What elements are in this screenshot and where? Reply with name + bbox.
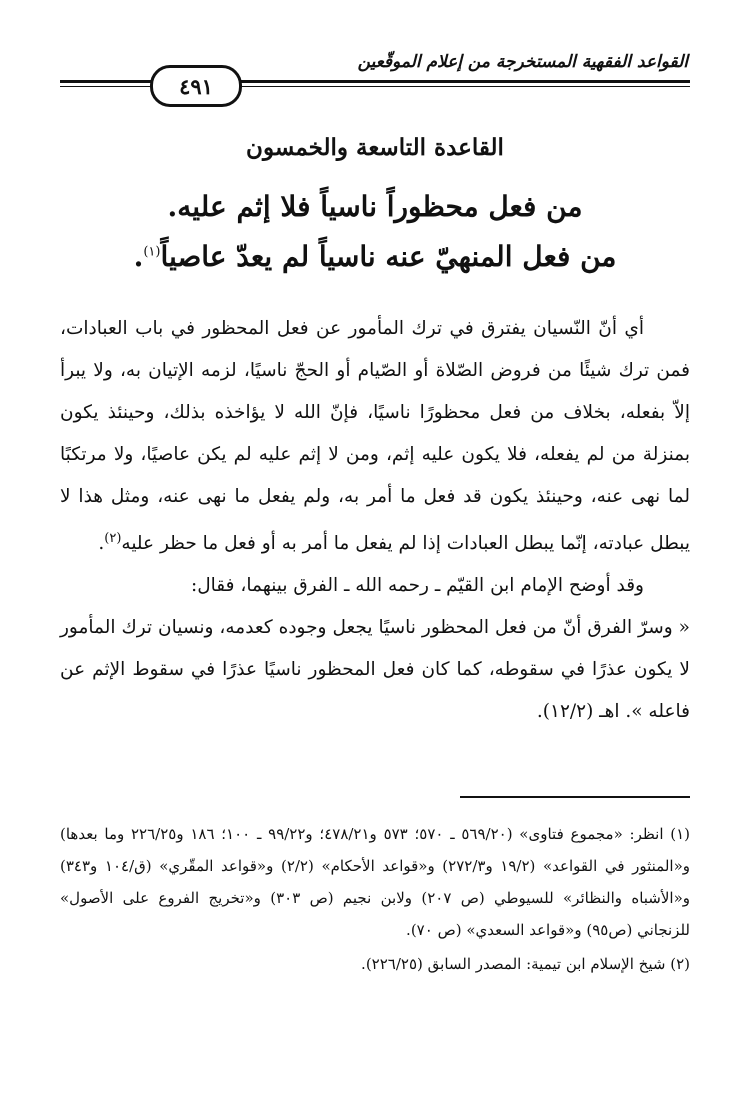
footnote-separator xyxy=(460,796,690,798)
footnote-1: (١) انظر: «مجموع فتاوى» (٥٦٩/٢٠ ـ ٥٧٠؛ ٥٧٣ و٤٧٨/٢١؛ و٩٩/٢٢ ـ ١٠٠؛ ١٨٦ و٢٢٦/٢٥ وما بعدها) و«المنثور في القواعد» (١٩/٢ و٢٧٢/٣) و«قواعد الأحكام» (٢/٢) و«قواعد المقّري» (ق/١٠٤ و٣٤٣) و«الأشباه والنظائر» للسيوطي (ص ٢٠٧) ولابن نجيم (ص ٣٠٣) و«تخريج الفروع على الأصول» للزنجاني (ص٩٥) و«قواعد السعدي» (ص ٧٠). xyxy=(60,825,691,939)
footnote-ref-1[interactable]: (١) xyxy=(143,244,161,260)
paragraph-1-text: أي أنّ النّسيان يفترق في ترك المأمور عن فعل المحظور في باب العبادات، فمن ترك شيئًا من فروض الصّلاة أو الصّيام أو الحجّ ناسيًا، لزمه الإتيان به، ولا يبرأ إلاّ بفعله، بخلاف من فعل محظورًا ناسيًا، فإنّ الله لا يؤاخذه بذلك، وحينئذ يكون بمنزلة من لم يفعله، فلا يكون عليه إثم، ومن لا إثم عليه لم يكن عاصيًا، ولا مرتكبًا لما نهى عنه، وحينئذ يكون قد فعل ما أمر به، ولم يفعل ما نهى عنه، ومثل هذا لا يبطل عبادته، إنّما يبطل العبادات إذا لم يفعل ما أمر به أو فعل ما حظر عليه xyxy=(60,318,690,555)
rule-statement-2-end: . xyxy=(133,240,144,273)
footnote-2: (٢) شيخ الإسلام ابن تيمية: المصدر السابق (٢٢٦/٢٥). xyxy=(361,955,690,973)
rule-statement-2 xyxy=(60,240,690,273)
page-number: ٤٩١ xyxy=(150,65,242,107)
rule-statement-1: من فعل محظوراً ناسياً فلا إثم عليه. xyxy=(167,190,583,223)
footnote-ref-2[interactable]: (٢) xyxy=(104,531,122,546)
rule-title: القاعدة التاسعة والخمسون xyxy=(246,134,504,161)
quote-paragraph: « وسرّ الفرق أنّ من فعل المحظور ناسيًا يجعل وجوده كعدمه، ونسيان ترك المأمور لا يكون عذرًا في سقوطه، كما كان فعل المحظور ناسيًا عذرًا في سقوط الإثم عن فاعله ». اهـ (١٢/٢). xyxy=(60,617,690,723)
running-title: القواعد الفقهية المستخرجة من إعلام الموقّعين xyxy=(357,52,688,72)
body-text xyxy=(60,308,690,733)
footnotes xyxy=(60,818,690,982)
rule-statement-2-text: من فعل المنهيّ عنه ناسياً لم يعدّ عاصياً xyxy=(160,240,617,273)
paragraph-1-end: . xyxy=(98,533,105,555)
paragraph-2: وقد أوضح الإمام ابن القيّم ـ رحمه الله ـ الفرق بينهما، فقال: xyxy=(191,575,644,597)
paragraph-1 xyxy=(60,308,690,565)
